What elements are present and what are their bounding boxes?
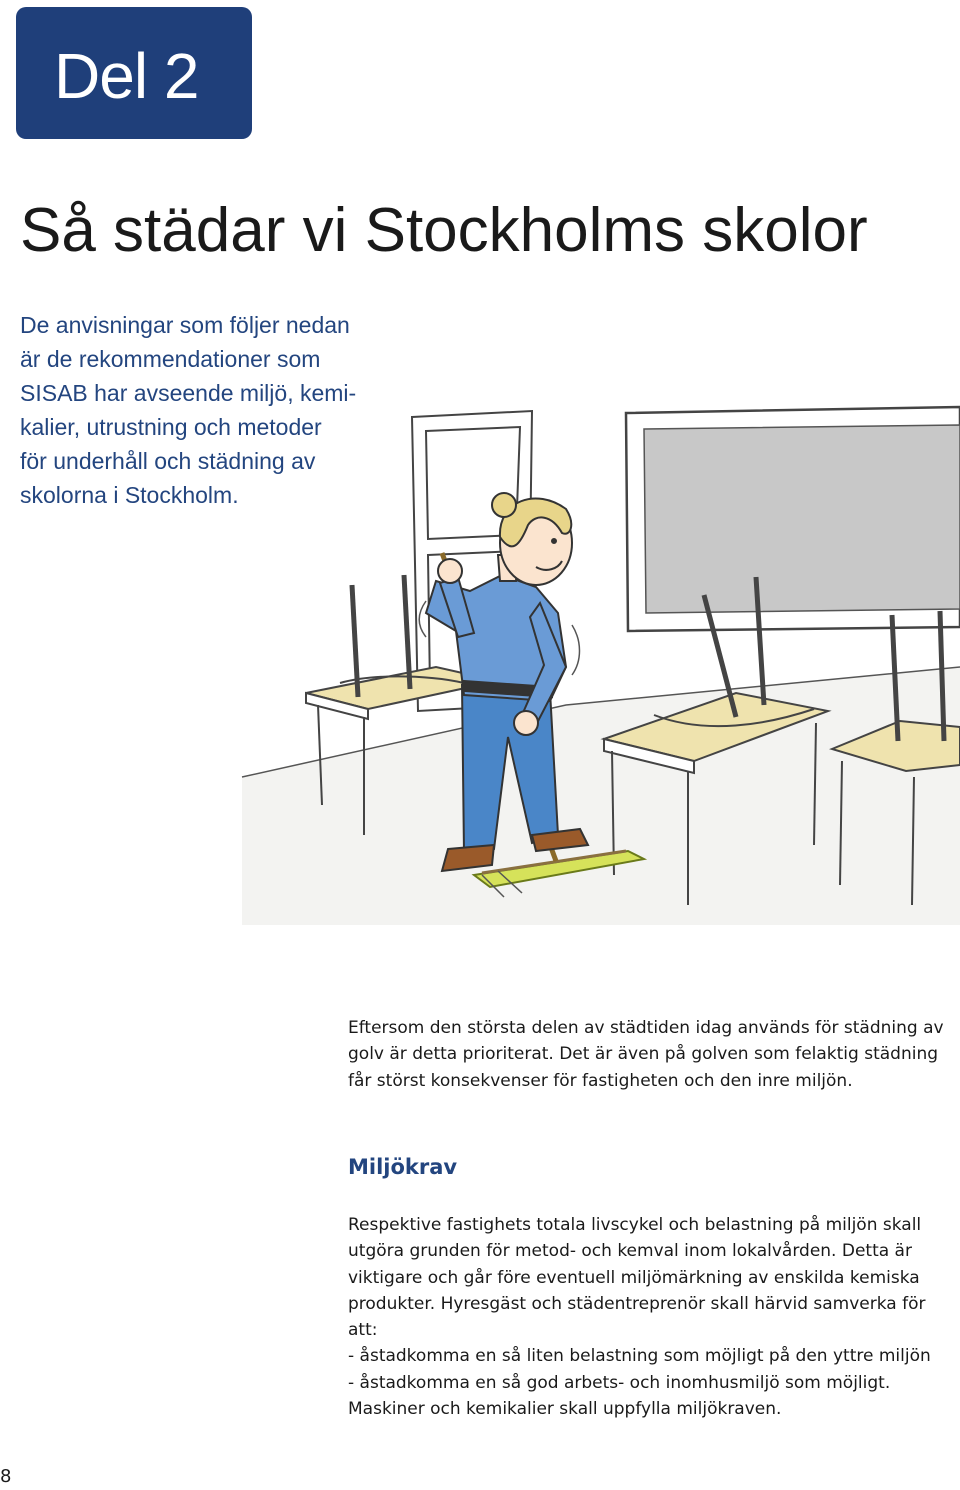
paragraph-floors [348, 1015, 948, 1094]
paragraph-line: Eftersom den största delen av städtiden idag används för städning av [348, 1018, 944, 1038]
page-number: 8 [0, 1466, 12, 1487]
paragraph-environment [348, 1212, 948, 1422]
paragraph-line: Respektive fastighets totala livscykel och belastning på miljön skall [348, 1215, 922, 1235]
section-heading: Miljökrav [348, 1155, 458, 1179]
paragraph-line: Maskiner och kemikalier skall uppfylla miljökraven. [348, 1399, 782, 1420]
cleaning-woman-illustration [236, 405, 960, 925]
paragraph-line: viktigare och går före eventuell miljömärkning av enskilda kemiska [348, 1267, 920, 1288]
intro-line: SISAB har avseende miljö, kemi- [20, 380, 357, 406]
intro-line: skolorna i Stockholm. [20, 482, 239, 508]
paragraph-line: utgöra grunden för metod- och kemval inom lokalvården. Detta är [348, 1241, 912, 1262]
paragraph-line: - åstadkomma en så liten belastning som möjligt på den yttre miljön [348, 1346, 931, 1367]
intro-line: är de rekommendationer som [20, 346, 321, 372]
section-badge-label: Del 2 [54, 40, 199, 112]
intro-line: för underhåll och städning av [20, 448, 316, 474]
page-title: Så städar vi Stockholms skolor [20, 196, 868, 265]
whiteboard [626, 407, 960, 631]
intro-line: De anvisningar som följer nedan [20, 312, 350, 338]
paragraph-line: - åstadkomma en så god arbets- och inomhusmiljö som möjligt. [348, 1372, 891, 1393]
paragraph-line: produkter. Hyresgäst och städentreprenör skall härvid samverka för [348, 1293, 926, 1314]
paragraph-line: får störst konsekvenser för fastigheten och den inre miljön. [348, 1070, 853, 1091]
intro-line: kalier, utrustning och metoder [20, 414, 322, 440]
paragraph-line: att: [348, 1320, 378, 1341]
paragraph-line: golv är detta prioriterat. Det är även på golven som felaktig städning [348, 1044, 939, 1065]
section-badge [16, 7, 252, 139]
